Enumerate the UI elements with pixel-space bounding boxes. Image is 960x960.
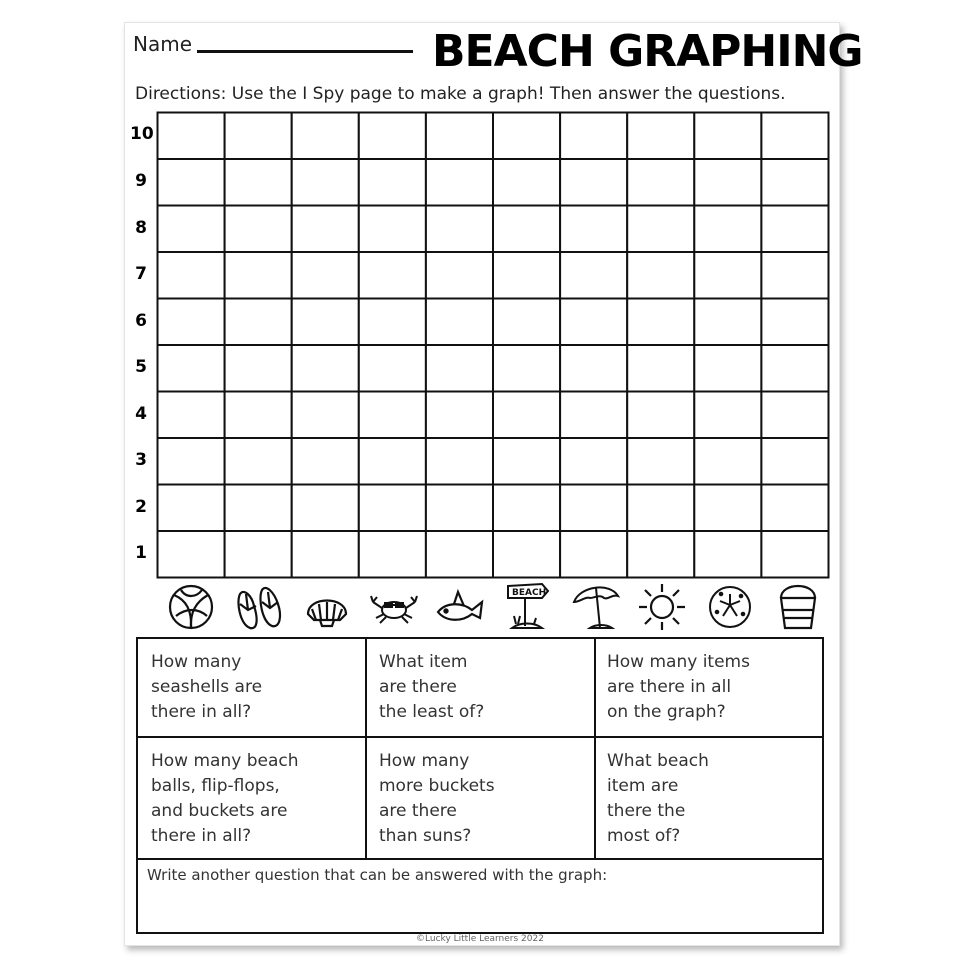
grid-cell[interactable] <box>158 345 225 392</box>
question-seashells: How many seashells are there in all? <box>151 652 263 722</box>
grid-cell[interactable] <box>426 206 493 253</box>
flip-flops-icon <box>232 580 286 634</box>
question-total: How many items are there in all on the graph? <box>607 652 750 722</box>
grid-cell[interactable] <box>359 113 426 160</box>
grid-cell[interactable] <box>761 206 828 253</box>
grid-cell[interactable] <box>694 392 761 439</box>
grid-cell[interactable] <box>493 113 560 160</box>
grid-cell[interactable] <box>627 392 694 439</box>
grid-cell[interactable] <box>761 159 828 206</box>
grid-cell[interactable] <box>560 485 627 532</box>
grid-cell[interactable] <box>694 113 761 160</box>
grid-cell[interactable] <box>560 252 627 299</box>
grid-cell[interactable] <box>627 485 694 532</box>
grid-cell[interactable] <box>761 485 828 532</box>
name-label: Name <box>133 32 193 56</box>
grid-cell[interactable] <box>158 206 225 253</box>
question-balls-flipflops-buckets: How many beach balls, flip-flops, and buckets are there in all? <box>151 751 299 846</box>
grid-cell[interactable] <box>225 299 292 346</box>
grid-cell[interactable] <box>627 531 694 578</box>
grid-cell[interactable] <box>225 113 292 160</box>
grid-cell[interactable] <box>426 113 493 160</box>
crab-icon <box>367 580 421 634</box>
grid-cell[interactable] <box>761 113 828 160</box>
bucket-icon <box>771 580 825 634</box>
grid-cell[interactable] <box>225 345 292 392</box>
grid-cell[interactable] <box>694 345 761 392</box>
grid-cell[interactable] <box>426 159 493 206</box>
graph-grid[interactable] <box>156 111 830 579</box>
grid-cell[interactable] <box>627 299 694 346</box>
grid-cell[interactable] <box>761 531 828 578</box>
grid-cell[interactable] <box>694 299 761 346</box>
page-title: BEACH GRAPHING <box>432 26 863 77</box>
y-label: 10 <box>130 124 154 144</box>
grid-cell[interactable] <box>359 206 426 253</box>
grid-cell[interactable] <box>359 531 426 578</box>
grid-cell[interactable] <box>627 206 694 253</box>
umbrella-icon <box>570 580 624 634</box>
question-least: What item are there the least of? <box>379 652 485 722</box>
grid-cell[interactable] <box>292 392 359 439</box>
grid-cell[interactable] <box>426 299 493 346</box>
fish-icon <box>432 580 486 634</box>
grid-cell[interactable] <box>225 206 292 253</box>
grid-cell[interactable] <box>694 531 761 578</box>
grid-cell[interactable] <box>225 159 292 206</box>
sun-icon <box>635 580 689 634</box>
grid-cell[interactable] <box>426 438 493 485</box>
grid-cell[interactable] <box>560 206 627 253</box>
grid-cell[interactable] <box>359 345 426 392</box>
question-most: What beach item are there the most of? <box>607 751 709 846</box>
copyright-text: ©Lucky Little Learners 2022 <box>416 934 544 944</box>
grid-cell[interactable] <box>158 438 225 485</box>
grid-cell[interactable] <box>359 392 426 439</box>
grid-cell[interactable] <box>627 113 694 160</box>
seashell-icon <box>300 580 354 634</box>
grid-cell[interactable] <box>493 159 560 206</box>
beach-ball-icon <box>164 580 218 634</box>
grid-cell[interactable] <box>158 485 225 532</box>
y-label: 8 <box>135 218 147 238</box>
grid-cell[interactable] <box>359 252 426 299</box>
grid-cell[interactable] <box>560 531 627 578</box>
y-label: 6 <box>135 311 147 331</box>
grid-cell[interactable] <box>292 206 359 253</box>
grid-cell[interactable] <box>627 345 694 392</box>
grid-cell[interactable] <box>292 438 359 485</box>
y-label: 3 <box>135 450 147 470</box>
grid-cell[interactable] <box>493 206 560 253</box>
grid-cell[interactable] <box>493 299 560 346</box>
grid-cell[interactable] <box>158 113 225 160</box>
grid-cell[interactable] <box>359 159 426 206</box>
sand-dollar-icon <box>703 580 757 634</box>
question-buckets-vs-suns: How many more buckets are there than suns? <box>379 751 495 846</box>
grid-cell[interactable] <box>493 345 560 392</box>
grid-cell[interactable] <box>761 252 828 299</box>
grid-cell[interactable] <box>292 252 359 299</box>
grid-cell[interactable] <box>560 438 627 485</box>
beach-sign-icon <box>500 580 554 634</box>
name-line[interactable] <box>197 50 413 53</box>
grid-cell[interactable] <box>225 252 292 299</box>
grid-cell[interactable] <box>694 206 761 253</box>
grid-cell[interactable] <box>225 392 292 439</box>
grid-cell[interactable] <box>493 531 560 578</box>
grid-cell[interactable] <box>158 531 225 578</box>
y-label: 7 <box>135 264 147 284</box>
grid-cell[interactable] <box>560 345 627 392</box>
grid-cell[interactable] <box>292 113 359 160</box>
grid-cell[interactable] <box>292 299 359 346</box>
grid-cell[interactable] <box>292 345 359 392</box>
grid-cell[interactable] <box>493 438 560 485</box>
grid-cell[interactable] <box>359 485 426 532</box>
beach-sign-text: BEACH <box>512 588 547 598</box>
grid-cell[interactable] <box>761 392 828 439</box>
grid-cell[interactable] <box>694 485 761 532</box>
grid-cell[interactable] <box>292 531 359 578</box>
grid-cell[interactable] <box>560 299 627 346</box>
grid-cell[interactable] <box>761 345 828 392</box>
grid-cell[interactable] <box>493 252 560 299</box>
grid-cell[interactable] <box>158 252 225 299</box>
y-label: 4 <box>135 404 147 424</box>
directions-text: Directions: Use the I Spy page to make a graph! Then answer the questions. <box>135 84 786 104</box>
grid-cell[interactable] <box>225 438 292 485</box>
grid-cell[interactable] <box>292 485 359 532</box>
grid-cell[interactable] <box>359 438 426 485</box>
grid-cell[interactable] <box>627 438 694 485</box>
grid-cell[interactable] <box>225 531 292 578</box>
grid-cell[interactable] <box>493 485 560 532</box>
grid-cell[interactable] <box>426 485 493 532</box>
grid-cell[interactable] <box>560 159 627 206</box>
grid-cell[interactable] <box>426 252 493 299</box>
grid-cell[interactable] <box>426 345 493 392</box>
grid-cell[interactable] <box>359 299 426 346</box>
grid-cell[interactable] <box>493 392 560 439</box>
y-label: 5 <box>135 357 147 377</box>
grid-cell[interactable] <box>158 159 225 206</box>
grid-cell[interactable] <box>627 252 694 299</box>
grid-cell[interactable] <box>761 438 828 485</box>
grid-cell[interactable] <box>426 531 493 578</box>
grid-cell[interactable] <box>158 392 225 439</box>
y-label: 2 <box>135 497 147 517</box>
grid-cell[interactable] <box>560 113 627 160</box>
grid-cell[interactable] <box>426 392 493 439</box>
grid-cell[interactable] <box>158 299 225 346</box>
y-label: 9 <box>135 171 147 191</box>
grid-cell[interactable] <box>627 159 694 206</box>
y-label: 1 <box>135 543 147 563</box>
grid-cell[interactable] <box>761 299 828 346</box>
write-question-prompt: Write another question that can be answered with the graph: <box>147 866 608 884</box>
grid-cell[interactable] <box>694 159 761 206</box>
grid-cell[interactable] <box>292 159 359 206</box>
grid-cell[interactable] <box>225 485 292 532</box>
grid-cell[interactable] <box>560 392 627 439</box>
grid-cell[interactable] <box>694 252 761 299</box>
grid-cell[interactable] <box>694 438 761 485</box>
